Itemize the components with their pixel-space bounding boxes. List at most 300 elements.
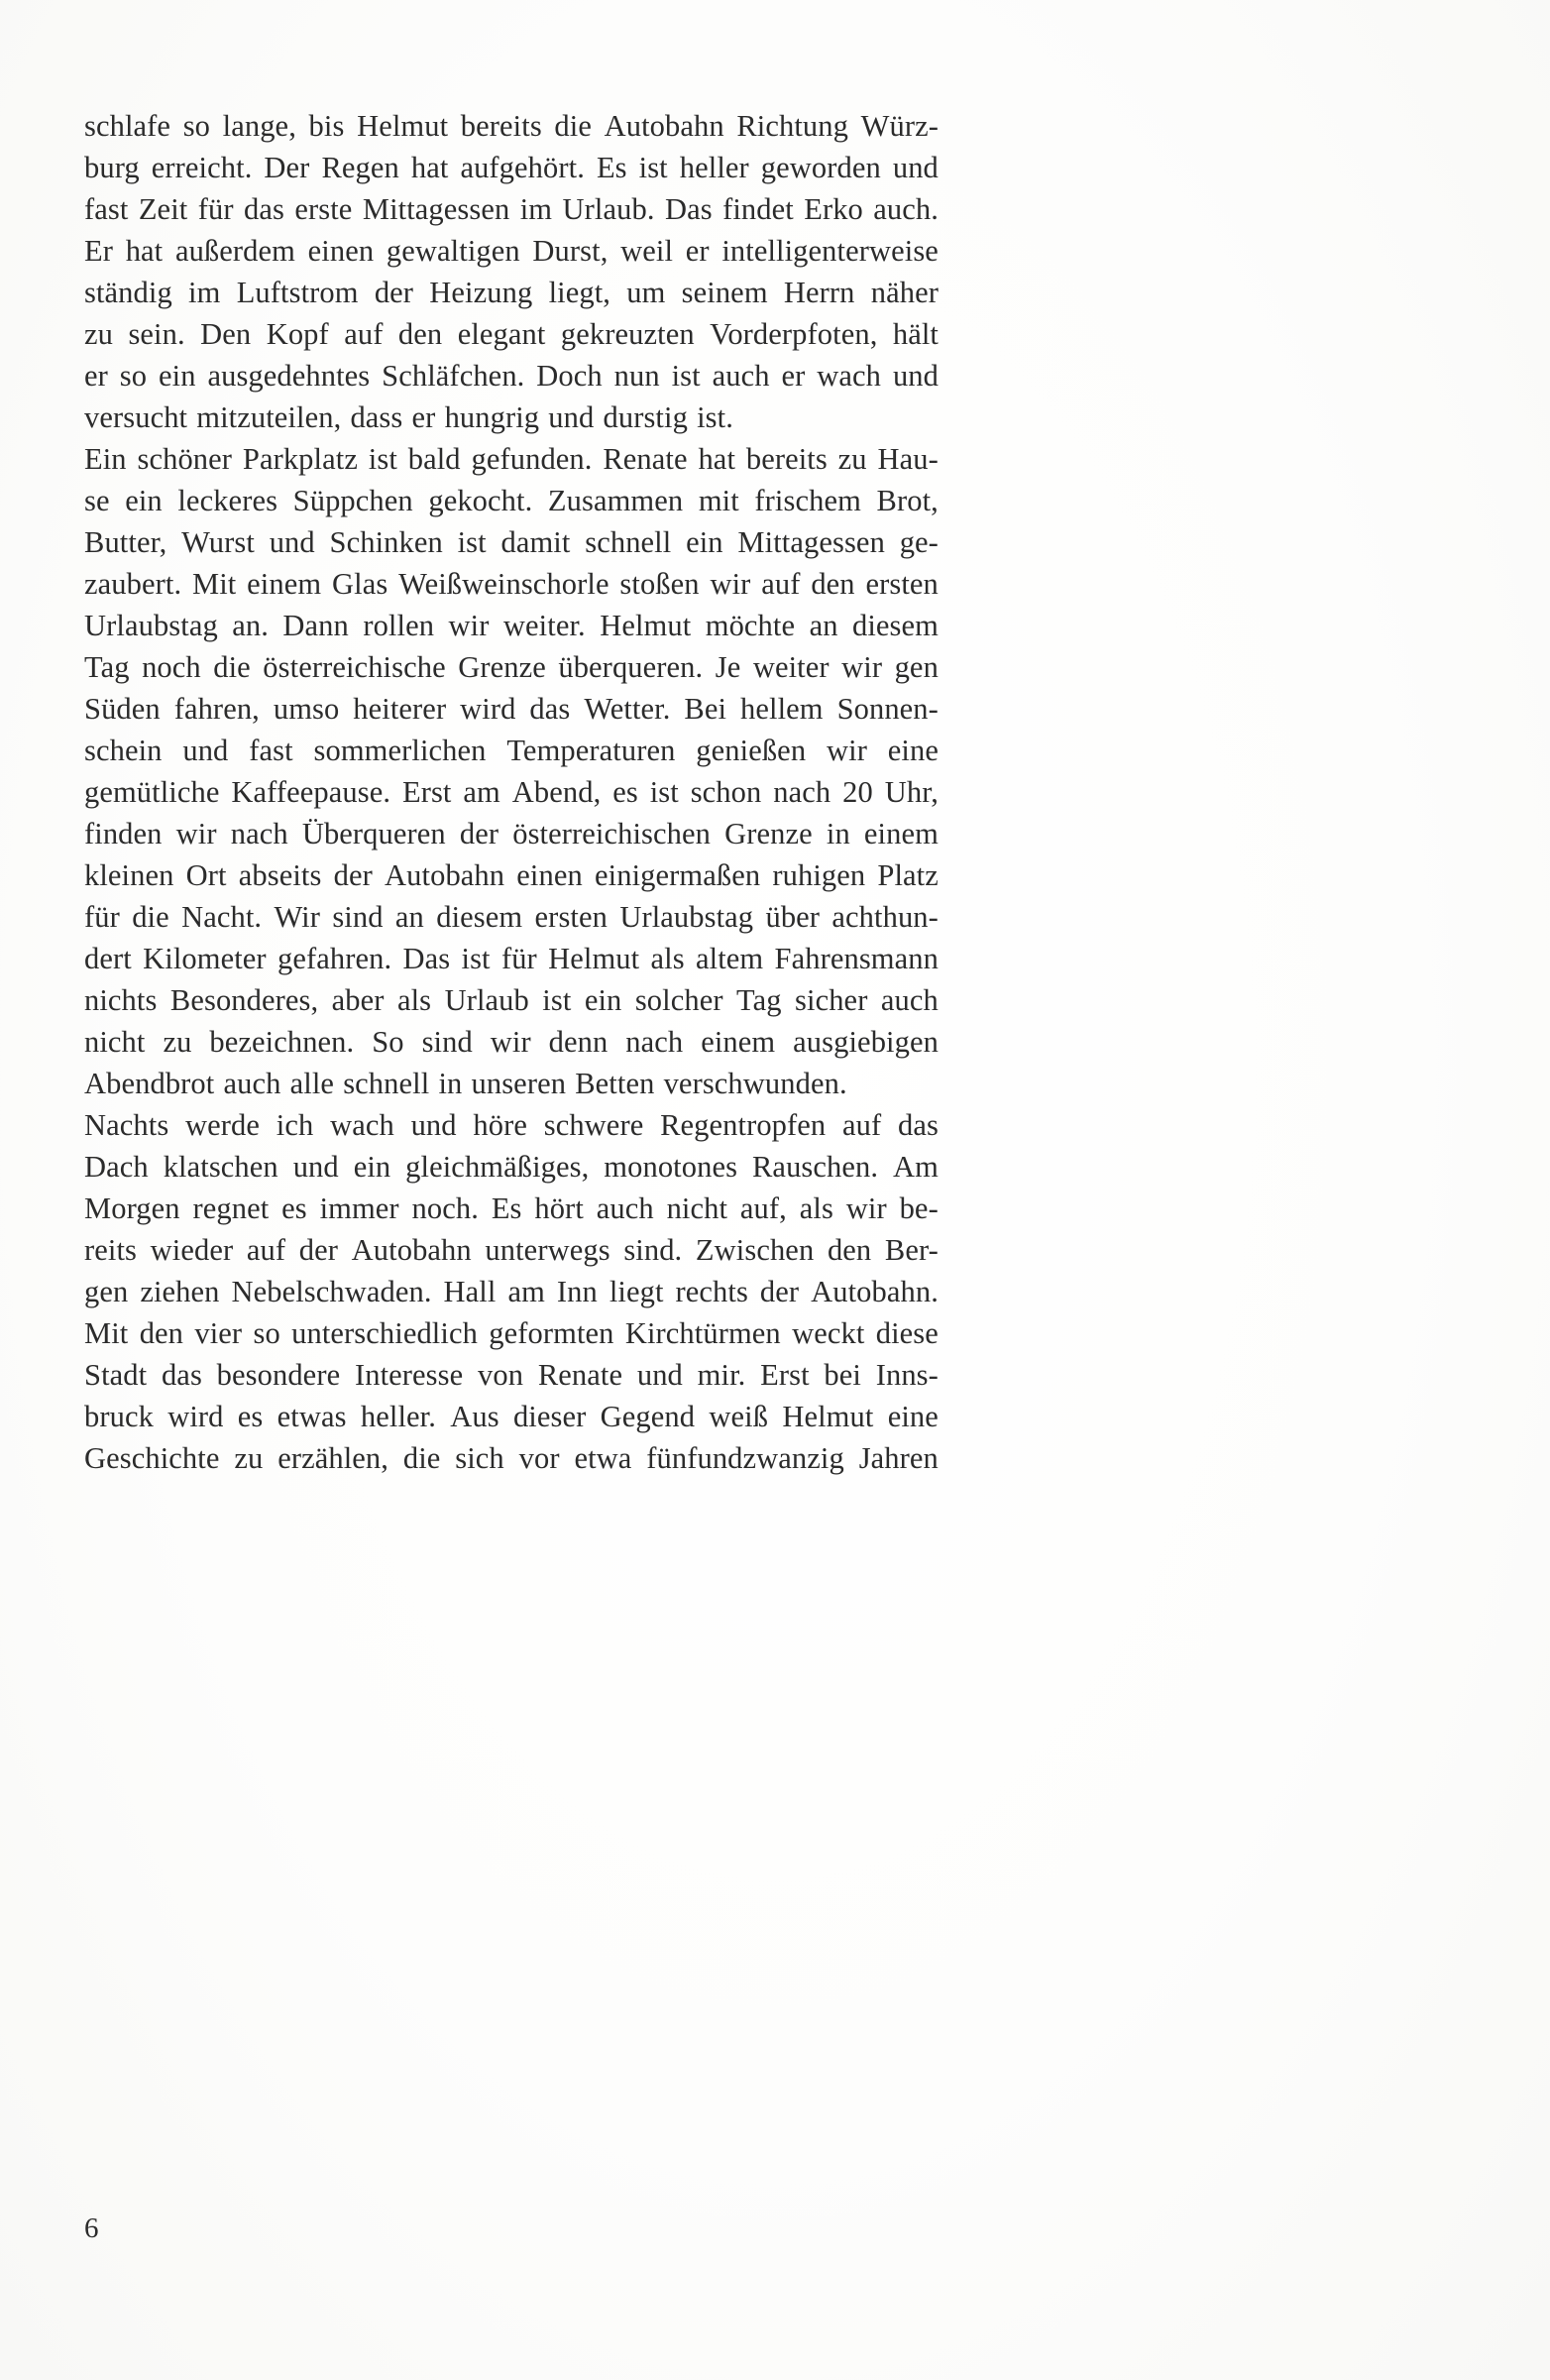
word: auf — [842, 1108, 882, 1142]
word: wir — [827, 734, 867, 767]
word: intelligenterweise — [721, 234, 939, 268]
word: auf — [344, 317, 384, 351]
word: als — [396, 983, 432, 1017]
word: klatschen — [163, 1150, 278, 1184]
word: Heizung — [429, 276, 533, 309]
word: Hall — [443, 1275, 497, 1308]
word: vier — [194, 1316, 243, 1350]
word: wieder — [150, 1233, 234, 1267]
word: Glas — [332, 567, 388, 601]
text-line — [84, 1229, 939, 1271]
text-line — [84, 979, 939, 1021]
word: schein — [84, 734, 163, 767]
word: Der — [264, 151, 310, 184]
word: für — [197, 192, 234, 226]
word: österreichischen — [512, 817, 711, 850]
word: Interesse — [354, 1358, 464, 1392]
word: an. — [232, 609, 269, 642]
word: weiter — [752, 650, 830, 684]
word: das — [244, 192, 284, 226]
word: Je — [715, 650, 741, 684]
word: unterwegs — [485, 1233, 610, 1267]
word: von — [478, 1358, 524, 1392]
word: rollen — [363, 609, 435, 642]
word: Es — [596, 151, 627, 184]
word: Mit — [84, 1316, 129, 1350]
word: findet — [722, 192, 794, 226]
text-line — [84, 230, 939, 272]
word: im — [519, 192, 553, 226]
word: in — [438, 1067, 463, 1100]
word: Regentropfen — [660, 1108, 827, 1142]
word: liegt — [609, 1275, 664, 1308]
word: So — [372, 1025, 404, 1059]
word: ist — [671, 359, 701, 393]
page-number: 6 — [84, 2212, 99, 2244]
word: hellem — [740, 692, 824, 726]
word: fahren, — [173, 692, 260, 726]
word: für — [84, 900, 120, 934]
word: Helmut — [782, 1400, 874, 1433]
word: reits — [84, 1233, 138, 1267]
word: Wir — [274, 900, 320, 934]
word: Das — [664, 192, 713, 226]
word: bruck — [84, 1400, 154, 1433]
word: Urlaub — [444, 983, 529, 1017]
word: leckeres — [177, 484, 278, 517]
word: ist — [649, 775, 679, 809]
word: Schinken — [329, 525, 443, 559]
word: so — [253, 1316, 280, 1350]
word: Ber- — [884, 1233, 939, 1267]
word: der — [459, 817, 499, 850]
word: nach — [773, 775, 831, 809]
word: sind — [421, 1025, 473, 1059]
word: ein — [584, 983, 622, 1017]
word: gen — [894, 650, 939, 684]
word: Wurst — [181, 525, 255, 559]
text-line — [84, 105, 939, 147]
word: und — [892, 359, 939, 393]
word: Nacht. — [181, 900, 263, 934]
word: achthun- — [831, 900, 939, 934]
word: rechts — [675, 1275, 748, 1308]
word: nicht — [84, 1025, 146, 1059]
word: höre — [473, 1108, 527, 1142]
word: ersten — [534, 900, 608, 934]
word: auf — [761, 567, 801, 601]
word: vor — [518, 1441, 560, 1475]
text-line — [84, 1354, 939, 1396]
word: so — [119, 359, 148, 393]
text-line — [84, 355, 939, 397]
word: ein — [125, 484, 163, 517]
word: fünfundzwanzig — [646, 1441, 844, 1475]
word: einem — [247, 567, 322, 601]
word: aber — [331, 983, 385, 1017]
word: der — [298, 1233, 339, 1267]
word: Helmut — [548, 942, 640, 975]
word: hat — [698, 442, 736, 476]
word: diesem — [852, 609, 939, 642]
word: etwas — [277, 1400, 347, 1433]
word: bereits — [460, 109, 542, 143]
word: und — [636, 1358, 683, 1392]
word: Rauschen. — [751, 1150, 879, 1184]
text-line — [84, 1188, 939, 1229]
word: unterschiedlich — [291, 1316, 478, 1350]
word: hat — [125, 234, 164, 268]
word: Er — [84, 234, 113, 268]
word: das — [529, 692, 571, 726]
word: er — [781, 359, 806, 393]
word: Inns- — [875, 1358, 939, 1392]
word: Grenze — [724, 817, 813, 850]
word: Tag — [736, 983, 782, 1017]
word: Mittagessen — [737, 525, 885, 559]
text-line — [84, 896, 939, 938]
word: auf, — [739, 1191, 787, 1225]
word: und — [410, 1108, 457, 1142]
word: österreichische — [263, 650, 446, 684]
word: es — [281, 1191, 307, 1225]
word: wir — [175, 817, 217, 850]
word: Fahrensmann — [774, 942, 939, 975]
text-line — [84, 188, 939, 230]
word: außerdem — [174, 234, 295, 268]
word: die — [132, 900, 169, 934]
word: Zwischen — [695, 1233, 815, 1267]
word: Ein — [84, 442, 127, 476]
word: auch — [223, 1067, 281, 1100]
word: Zeit — [138, 192, 188, 226]
word: ist — [542, 983, 572, 1017]
word: burg — [84, 151, 140, 184]
word: immer — [319, 1191, 399, 1225]
word: Weißweinschorle — [398, 567, 609, 601]
word: nichts — [84, 983, 158, 1017]
word: Schläfchen. — [382, 359, 525, 393]
word: nun — [613, 359, 660, 393]
word: ausgedehntes — [207, 359, 371, 393]
word: möchte — [705, 609, 796, 642]
word: dass — [350, 400, 403, 434]
word: Herrn — [783, 276, 855, 309]
word: eine — [887, 1400, 939, 1433]
text-line — [84, 313, 939, 355]
word: Autobahn — [385, 858, 505, 892]
word: wir — [845, 1191, 887, 1225]
word: wir — [448, 609, 490, 642]
text-line — [84, 147, 939, 188]
word: einen — [307, 234, 375, 268]
word: weckt — [792, 1316, 865, 1350]
word: lange, — [222, 109, 296, 143]
word: Dach — [84, 1150, 149, 1184]
word: das — [161, 1358, 202, 1392]
word: hungrig — [444, 400, 540, 434]
word: diesem — [436, 900, 523, 934]
word: und — [548, 400, 595, 434]
word: verschwunden. — [663, 1067, 847, 1100]
word: wird — [167, 1400, 224, 1433]
word: die — [213, 650, 251, 684]
text-line — [84, 1021, 939, 1063]
word: sind. — [623, 1233, 683, 1267]
word: Würz- — [860, 109, 939, 143]
word: erzählen, — [277, 1441, 388, 1475]
word: es — [237, 1400, 264, 1433]
word: Autobahn — [351, 1233, 472, 1267]
word: aufgehört. — [460, 151, 585, 184]
word: genießen — [696, 734, 807, 767]
word: das — [898, 1108, 939, 1142]
word: wach — [817, 359, 882, 393]
word: so — [182, 109, 211, 143]
word: diese — [875, 1316, 939, 1350]
word: und — [292, 1150, 339, 1184]
word: den — [139, 1316, 184, 1350]
word: er — [685, 234, 710, 268]
word: heller — [679, 151, 749, 184]
word: einigermaßen — [595, 858, 761, 892]
word: Besonderes, — [169, 983, 319, 1017]
word: an — [809, 609, 838, 642]
word: Helmut — [357, 109, 449, 143]
word: Urlaubstag — [619, 900, 754, 934]
text-line — [84, 1437, 939, 1479]
word: Das — [402, 942, 451, 975]
word: Richtung — [736, 109, 848, 143]
word: Stadt — [84, 1358, 148, 1392]
text-line — [84, 438, 939, 480]
word: auf — [246, 1233, 286, 1267]
text-line — [84, 854, 939, 896]
word: und — [182, 734, 229, 767]
word: Nachts — [84, 1108, 169, 1142]
word: Urlaubstag — [84, 609, 218, 642]
word: denn — [548, 1025, 609, 1059]
word: Autobahn — [604, 109, 724, 143]
word: Nebelschwaden. — [231, 1275, 432, 1308]
word: werde — [185, 1108, 261, 1142]
word: eine — [887, 734, 939, 767]
word: gewaltigen — [386, 234, 520, 268]
word: ist — [457, 525, 487, 559]
word: ein — [686, 525, 723, 559]
word: schnell — [343, 1067, 430, 1100]
word: gleichmäßiges, — [405, 1150, 590, 1184]
word: mir. — [697, 1358, 746, 1392]
word: in — [826, 817, 850, 850]
word: Uhr, — [884, 775, 939, 809]
word: zu — [837, 442, 867, 476]
text-line — [84, 521, 939, 563]
word: Temperaturen — [506, 734, 676, 767]
word: hat — [410, 151, 449, 184]
word: Helmut — [600, 609, 692, 642]
text-line — [84, 480, 939, 521]
word: Grenze — [458, 650, 546, 684]
word: Vorderpfoten, — [710, 317, 878, 351]
word: fast — [84, 192, 129, 226]
word: er — [84, 359, 108, 393]
word: heiterer — [353, 692, 447, 726]
word: Sonnen- — [836, 692, 939, 726]
word: den — [827, 1233, 872, 1267]
word: alle — [289, 1067, 335, 1100]
word: ich — [276, 1108, 314, 1142]
word: Bei — [684, 692, 727, 726]
word: Tag — [84, 650, 130, 684]
word: liegt, — [548, 276, 610, 309]
word: bald — [407, 442, 461, 476]
word: wir — [490, 1025, 531, 1059]
word: Erst — [401, 775, 452, 809]
word: zu — [84, 317, 113, 351]
word: Erst — [760, 1358, 810, 1392]
word: ausgiebigen — [793, 1025, 939, 1059]
word: besondere — [216, 1358, 341, 1392]
word: einem — [863, 817, 939, 850]
word: Dann — [282, 609, 349, 642]
word: schöner — [137, 442, 233, 476]
word: ständig — [84, 276, 172, 309]
word: den — [811, 567, 855, 601]
word: Platz — [877, 858, 939, 892]
word: Abend, — [511, 775, 602, 809]
word: gekocht. — [428, 484, 533, 517]
word: Überqueren — [301, 817, 446, 850]
word: ge- — [899, 525, 939, 559]
word: fast — [249, 734, 293, 767]
word: regnet — [192, 1191, 270, 1225]
word: auch — [880, 983, 939, 1017]
word: im — [188, 276, 221, 309]
text-line — [84, 272, 939, 313]
word: über — [765, 900, 821, 934]
word: als — [650, 942, 685, 975]
word: Butter, — [84, 525, 167, 559]
word: Süppchen — [292, 484, 413, 517]
word: dert — [84, 942, 132, 975]
word: wir — [841, 650, 883, 684]
word: sommerlichen — [313, 734, 487, 767]
word: ersten — [865, 567, 939, 601]
word: schon — [690, 775, 762, 809]
word: auch — [596, 1191, 654, 1225]
word: Abendbrot — [84, 1067, 215, 1100]
word: Geschichte — [84, 1441, 220, 1475]
word: hört — [534, 1191, 584, 1225]
word: am — [507, 1275, 545, 1308]
word: Kaffeepause. — [231, 775, 391, 809]
word: gemütliche — [84, 775, 220, 809]
word: schlafe — [84, 109, 171, 143]
word: bei — [824, 1358, 861, 1392]
word: Jahren — [858, 1441, 939, 1475]
word: einen — [516, 858, 583, 892]
word: Inn — [556, 1275, 598, 1308]
word: Autobahn. — [811, 1275, 939, 1308]
word: nach — [230, 817, 288, 850]
word: solcher — [634, 983, 723, 1017]
word: um — [626, 276, 666, 309]
word: be- — [899, 1191, 939, 1225]
text-line — [84, 605, 939, 646]
text-line — [84, 938, 939, 979]
text-line — [84, 771, 939, 813]
word: Luftstrom — [236, 276, 359, 309]
word: Mittagessen — [362, 192, 510, 226]
word: ein — [353, 1150, 391, 1184]
word: Durst, — [532, 234, 609, 268]
word: geformten — [489, 1316, 614, 1350]
word: etwa — [574, 1441, 632, 1475]
word: gen — [84, 1275, 129, 1308]
word: bis — [308, 109, 345, 143]
word: elegant — [457, 317, 546, 351]
word: einem — [701, 1025, 776, 1059]
word: Morgen — [84, 1191, 180, 1225]
word: noch — [142, 650, 201, 684]
word: versucht — [84, 400, 188, 434]
word: Urlaub. — [562, 192, 655, 226]
word: ziehen — [140, 1275, 220, 1308]
word: nicht — [666, 1191, 728, 1225]
word: gefunden. — [471, 442, 593, 476]
word: dieser — [512, 1400, 587, 1433]
word: schnell — [585, 525, 672, 559]
word: ist — [368, 442, 397, 476]
word: frischem — [754, 484, 861, 517]
word: für — [500, 942, 537, 975]
word: kleinen — [84, 858, 174, 892]
word: mit — [698, 484, 739, 517]
word: als — [799, 1191, 833, 1225]
word: heller. — [360, 1400, 436, 1433]
word: Brot, — [876, 484, 939, 517]
word: sind — [332, 900, 384, 934]
word: ist — [638, 151, 668, 184]
word: weiter. — [502, 609, 586, 642]
word: Hau- — [877, 442, 939, 476]
word: Gegend — [600, 1400, 696, 1433]
word: monotones — [604, 1150, 738, 1184]
text-line — [84, 1396, 939, 1437]
text-line — [84, 646, 939, 688]
text-line — [84, 1104, 939, 1146]
text-line — [84, 563, 939, 605]
word: 20 — [842, 775, 873, 809]
word: damit — [500, 525, 571, 559]
word: Wetter. — [584, 692, 671, 726]
word: durstig — [603, 400, 688, 434]
word: der — [333, 858, 373, 892]
word: Kopf — [266, 317, 329, 351]
word: zaubert. — [84, 567, 182, 601]
text-line — [84, 1063, 939, 1104]
word: Regen — [321, 151, 399, 184]
word: abseits — [238, 858, 322, 892]
word: mitzuteilen, — [196, 400, 342, 434]
word: zu — [234, 1441, 264, 1475]
word: Süden — [84, 692, 161, 726]
word: umso — [273, 692, 340, 726]
body-text-block — [84, 105, 939, 1479]
word: wird — [460, 692, 516, 726]
word: sicher — [795, 983, 868, 1017]
